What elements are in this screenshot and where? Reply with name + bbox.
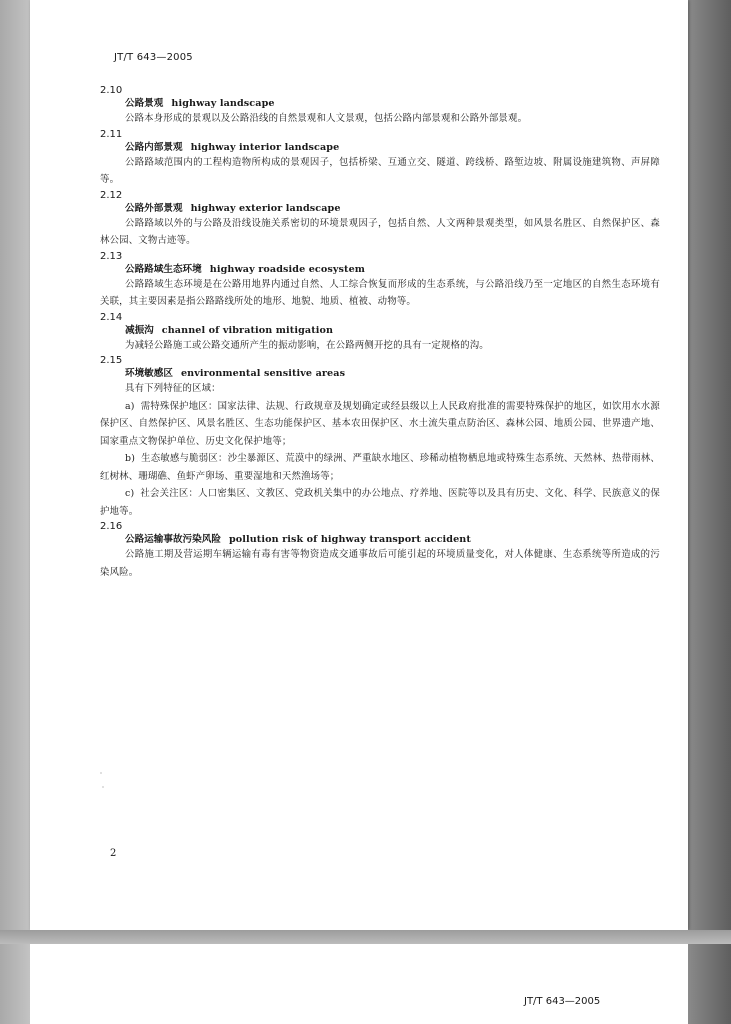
term-chinese: 减振沟 bbox=[125, 324, 154, 336]
list-item-text: 需特殊保护地区：国家法律、法规、行政规章及规划确定或经县级以上人民政府批准的需要特殊保护的地区，如饮用水水源保护区、自然保护区、风景名胜区、生态功能保护区、基本农田保护区、水土流失重点防治区、森林公园、地质公园、世界遗产地、国家重点文物保护单位、历史文化保护地等； bbox=[100, 400, 660, 447]
term-chinese: 环境敏感区 bbox=[125, 368, 173, 379]
section-2-11 bbox=[100, 128, 660, 189]
section-number: 2.14 bbox=[100, 311, 123, 323]
section-2-15 bbox=[100, 354, 660, 520]
term-english: highway roadside ecosystem bbox=[209, 263, 366, 275]
viewer-left-margin bbox=[0, 0, 30, 1024]
list-item-c bbox=[100, 485, 660, 520]
section-title bbox=[100, 97, 660, 110]
definition-text: 公路路域生态环境是在公路用地界内通过自然、人工综合恢复而形成的生态系统，与公路沿线乃至一定地区的自然生态环境有关联，其主要因素是指公路路线所处的地形、地貌、地质、植被、动物等。 bbox=[100, 278, 660, 307]
term-chinese: 公路景观 bbox=[125, 98, 164, 109]
page-content bbox=[100, 84, 660, 581]
list-marker: a) bbox=[125, 400, 135, 412]
section-number: 2.15 bbox=[100, 355, 123, 366]
definition-intro: 具有下列特征的区域： bbox=[125, 383, 221, 394]
term-english: highway interior landscape bbox=[190, 141, 340, 153]
definition-text: 公路施工期及营运期车辆运输有毒有害等物资造成交通事故后可能引起的环境质量变化，对人体健康、生态系统等所造成的污染风险。 bbox=[100, 549, 660, 578]
term-chinese: 公路内部景观 bbox=[125, 141, 183, 153]
page-number: 2 bbox=[110, 848, 117, 859]
scan-speck bbox=[100, 772, 102, 774]
term-english: channel of vibration mitigation bbox=[161, 324, 334, 336]
section-title bbox=[100, 141, 660, 154]
section-title bbox=[100, 533, 660, 546]
section-title bbox=[100, 324, 660, 337]
term-english: pollution risk of highway transport accident bbox=[228, 534, 471, 545]
viewer-scrollbar-area[interactable] bbox=[688, 0, 731, 1024]
next-document-page bbox=[30, 944, 688, 1024]
term-english: highway exterior landscape bbox=[190, 202, 341, 214]
list-item-b bbox=[100, 450, 660, 485]
section-number: 2.11 bbox=[100, 128, 123, 140]
term-english: highway landscape bbox=[171, 98, 275, 109]
section-number: 2.10 bbox=[100, 85, 123, 96]
section-2-10 bbox=[100, 84, 660, 128]
section-title bbox=[100, 263, 660, 276]
page-header-code: JT/T 643—2005 bbox=[114, 52, 193, 63]
section-number: 2.16 bbox=[100, 521, 123, 532]
document-page bbox=[30, 0, 688, 930]
list-item-a bbox=[100, 398, 660, 451]
term-english: environmental sensitive areas bbox=[180, 368, 346, 379]
section-2-16 bbox=[100, 520, 660, 581]
list-item-text: 社会关注区：人口密集区、文教区、党政机关集中的办公地点、疗养地、医院等以及具有历史、文化、科学、民族意义的保护地等。 bbox=[100, 488, 660, 517]
next-page-header-code: JT/T 643—2005 bbox=[524, 996, 601, 1007]
definition-text: 公路路域范围内的工程构造物所构成的景观因子，包括桥梁、互通立交、隧道、跨线桥、路堑边坡、附属设施建筑物、声屏障等。 bbox=[100, 156, 660, 185]
section-2-13 bbox=[100, 250, 660, 311]
list-marker: b) bbox=[125, 453, 136, 464]
section-number: 2.12 bbox=[100, 189, 123, 201]
term-chinese: 公路运输事故污染风险 bbox=[125, 534, 221, 545]
definition-text: 公路路域以外的与公路及沿线设施关系密切的环境景观因子，包括自然、人文两种景观类型，如风景名胜区、自然保护区、森林公园、文物古迹等。 bbox=[100, 217, 660, 246]
list-marker: c) bbox=[125, 488, 135, 499]
section-2-12 bbox=[100, 189, 660, 250]
term-chinese: 公路外部景观 bbox=[125, 202, 183, 214]
section-2-14 bbox=[100, 311, 660, 355]
list-item-text: 生态敏感与脆弱区：沙尘暴源区、荒漠中的绿洲、严重缺水地区、珍稀动植物栖息地或特殊生态系统、天然林、热带雨林、红树林、珊瑚礁、鱼虾产卵场、重要湿地和天然渔场等； bbox=[100, 453, 660, 482]
definition-text: 为减轻公路施工或公路交通所产生的振动影响，在公路两侧开挖的具有一定规格的沟。 bbox=[125, 339, 489, 351]
section-title bbox=[100, 367, 660, 380]
section-number: 2.13 bbox=[100, 250, 123, 262]
scan-speck bbox=[102, 786, 104, 788]
definition-text: 公路本身形成的景观以及公路沿线的自然景观和人文景观，包括公路内部景观和公路外部景观。 bbox=[125, 113, 528, 124]
term-chinese: 公路路域生态环境 bbox=[125, 263, 202, 275]
page-separator bbox=[0, 930, 731, 944]
section-title bbox=[100, 202, 660, 215]
